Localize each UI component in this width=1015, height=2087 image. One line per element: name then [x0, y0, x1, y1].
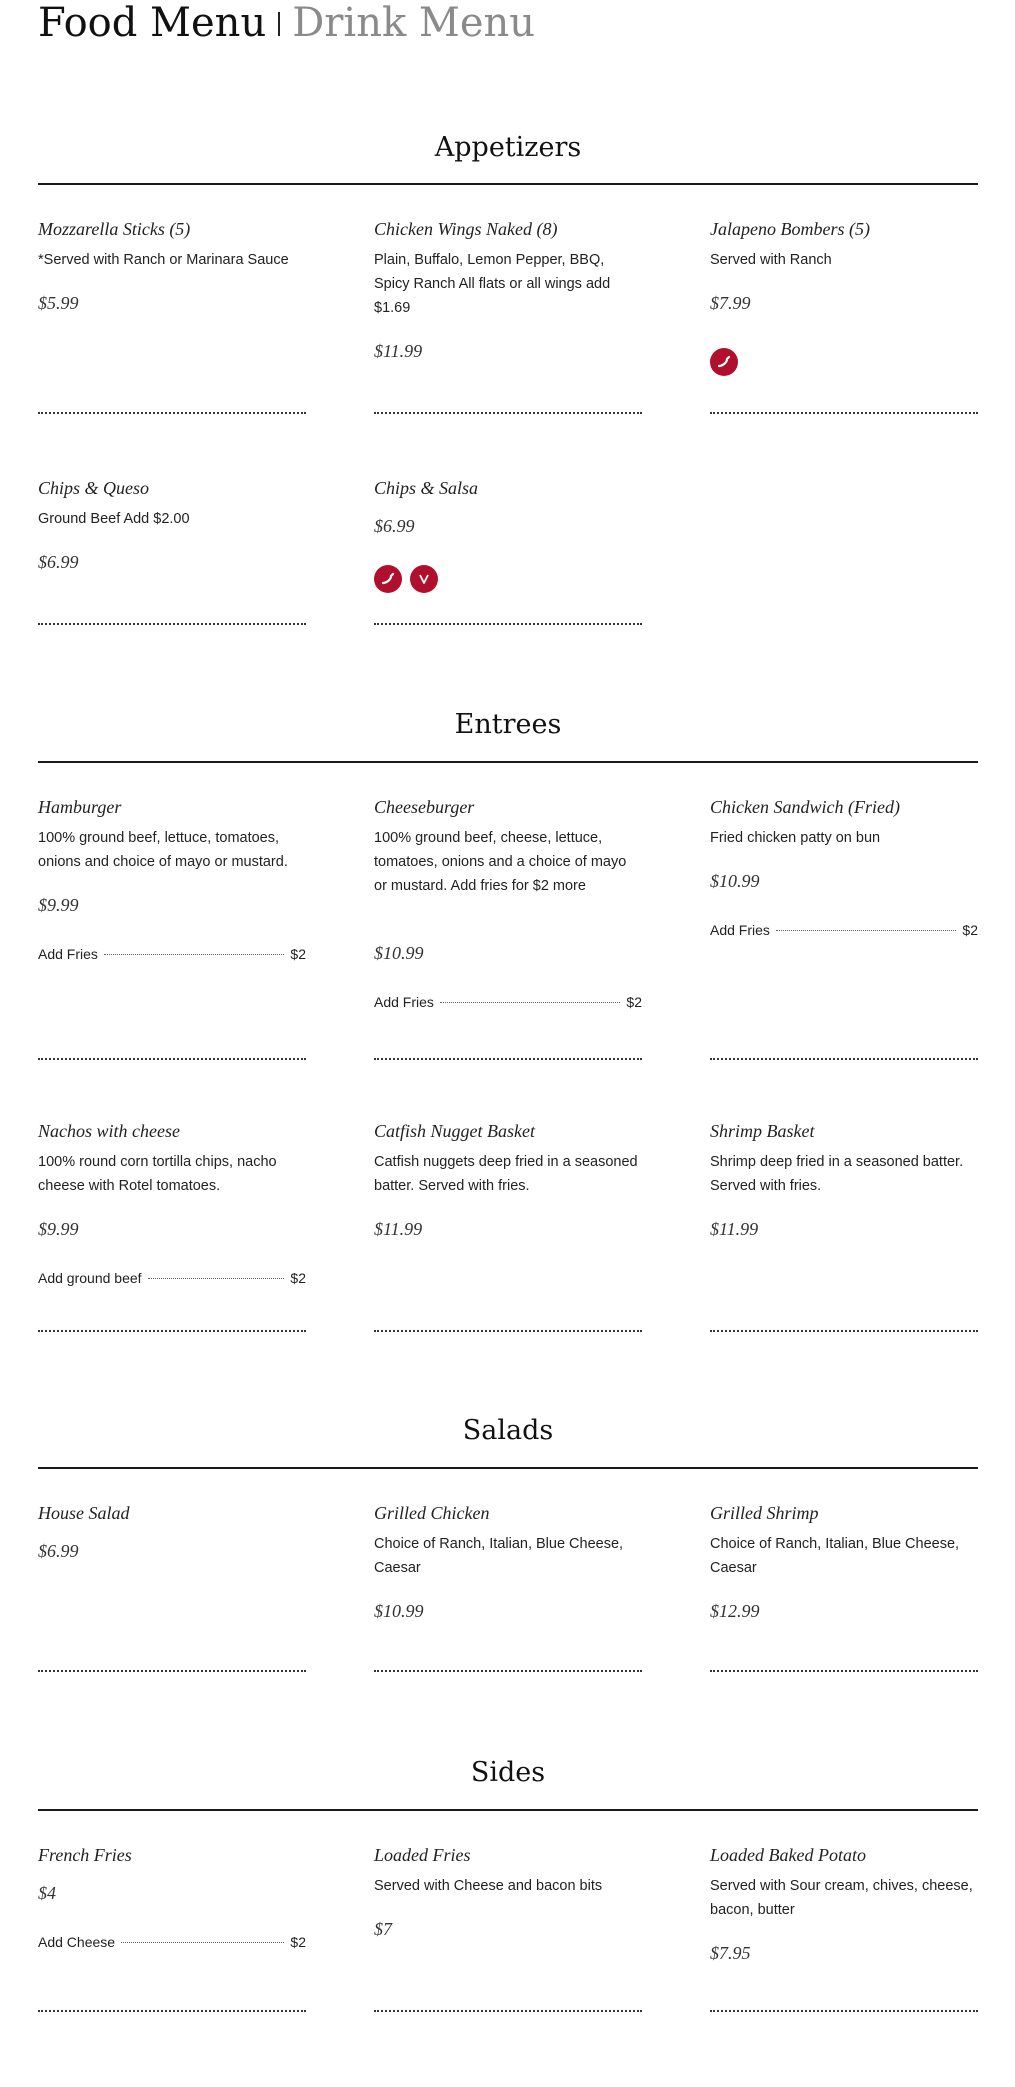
addon-row: [710, 922, 978, 942]
item-price: $6.99: [374, 516, 415, 536]
addon-label: Add Fries: [38, 946, 98, 962]
item-divider: [38, 623, 306, 625]
item-price: $7.95: [710, 1943, 751, 1963]
item-name: Nachos with cheese: [38, 1121, 180, 1141]
item-name: Cheeseburger: [374, 797, 475, 817]
item-description: 100% ground beef, cheese, lettuce, tomatoes, onions and a choice of mayo or mustard. Add fries for $2 more: [374, 830, 627, 894]
item-divider: [710, 1330, 978, 1332]
menu-item: [710, 218, 978, 313]
item-icons: [710, 348, 738, 376]
item-price: $10.99: [374, 1601, 424, 1621]
item-name: Catfish Nugget Basket: [374, 1121, 535, 1141]
item-description: Plain, Buffalo, Lemon Pepper, BBQ, Spicy Ranch All flats or all wings add $1.69: [374, 252, 611, 316]
addon-label: Add ground beef: [38, 1270, 142, 1286]
section-rule: [38, 1809, 978, 1811]
menu-item: [38, 796, 306, 962]
menu-item: [374, 218, 642, 361]
item-name: Jalapeno Bombers (5): [710, 219, 870, 239]
item-divider: [710, 1670, 978, 1672]
tab-drink-menu[interactable]: Drink Menu: [292, 0, 536, 46]
menu-item: [710, 796, 978, 938]
addon-row: [38, 1934, 306, 1954]
addon-leader: [148, 1278, 285, 1279]
item-name: Mozzarella Sticks (5): [38, 219, 191, 239]
menu-item: [710, 1502, 978, 1621]
item-description: Shrimp deep fried in a seasoned batter. Served with fries.: [710, 1154, 964, 1194]
tab-food-menu[interactable]: Food Menu: [38, 0, 267, 46]
menu-tabs: [38, 0, 535, 50]
item-divider: [710, 412, 978, 414]
section-appetizers: [38, 130, 978, 640]
item-price: $6.99: [38, 552, 79, 572]
item-price: $4: [38, 1883, 56, 1903]
addon-leader: [121, 1942, 284, 1943]
addon-price: $2: [962, 922, 978, 938]
item-description: 100% ground beef, lettuce, tomatoes, onions and choice of mayo or mustard.: [38, 830, 288, 870]
item-icons: [374, 565, 438, 593]
item-divider: [710, 2010, 978, 2012]
item-price: $11.99: [710, 1219, 759, 1239]
menu-item: [38, 1120, 306, 1286]
addon-leader: [104, 954, 285, 955]
menu-item: [38, 218, 306, 313]
item-description: Choice of Ranch, Italian, Blue Cheese, Caesar: [710, 1536, 960, 1576]
menu-item: [710, 1844, 978, 1963]
item-price: $5.99: [38, 293, 79, 313]
section-title: Salads: [462, 1415, 554, 1446]
item-description: Served with Ranch: [710, 252, 832, 268]
item-description: Served with Cheese and bacon bits: [374, 1878, 603, 1894]
item-divider: [374, 2010, 642, 2012]
item-divider: [374, 1670, 642, 1672]
item-divider: [38, 1330, 306, 1332]
item-name: Loaded Fries: [374, 1845, 471, 1865]
spicy-icon: [710, 348, 738, 376]
section-title: Sides: [470, 1757, 546, 1788]
section-title: Appetizers: [434, 132, 582, 163]
section-rule: [38, 761, 978, 763]
item-price: $9.99: [38, 895, 79, 915]
item-description: *Served with Ranch or Marinara Sauce: [38, 252, 289, 268]
item-name: Chips & Queso: [38, 478, 150, 498]
item-description: Fried chicken patty on bun: [710, 830, 881, 846]
addon-row: [38, 946, 306, 966]
item-name: Grilled Chicken: [374, 1503, 490, 1523]
item-price: $11.99: [374, 341, 423, 361]
addon-price: $2: [626, 994, 642, 1010]
menu-item: [38, 1502, 306, 1561]
item-divider: [374, 1058, 642, 1060]
menu-item: [374, 1120, 642, 1239]
menu-item: [374, 477, 642, 536]
item-price: $9.99: [38, 1219, 79, 1239]
item-divider: [38, 412, 306, 414]
addon-label: Add Cheese: [38, 1934, 116, 1950]
item-description: Ground Beef Add $2.00: [38, 511, 190, 527]
item-name: French Fries: [38, 1845, 132, 1865]
spicy-icon: [374, 565, 402, 593]
item-price: $10.99: [374, 943, 424, 963]
tab-divider: [278, 12, 280, 36]
item-name: Chicken Wings Naked (8): [374, 219, 558, 239]
item-divider: [38, 1670, 306, 1672]
menu-item: [374, 796, 642, 1010]
menu-item: [374, 1502, 642, 1621]
item-divider: [38, 2010, 306, 2012]
item-divider: [374, 623, 642, 625]
item-price: $11.99: [374, 1219, 423, 1239]
addon-price: $2: [290, 946, 306, 962]
item-name: Shrimp Basket: [710, 1121, 815, 1141]
menu-item: [374, 1844, 642, 1939]
addon-price: $2: [290, 1934, 306, 1950]
menu-item: [38, 1844, 306, 1950]
addon-label: Add Fries: [374, 994, 434, 1010]
item-description: Choice of Ranch, Italian, Blue Cheese, Caesar: [374, 1536, 624, 1576]
item-divider: [38, 1058, 306, 1060]
menu-item: [710, 1120, 978, 1239]
item-price: $7.99: [710, 293, 751, 313]
item-name: Chips & Salsa: [374, 478, 479, 498]
section-entrees: [38, 707, 978, 1327]
item-name: Chicken Sandwich (Fried): [710, 797, 900, 817]
section-sides: [38, 1755, 978, 2055]
menu-item: [38, 477, 306, 572]
item-description: Catfish nuggets deep fried in a seasoned batter. Served with fries.: [374, 1154, 638, 1194]
section-title: Entrees: [454, 709, 562, 740]
addon-row: [38, 1270, 306, 1290]
section-salads: [38, 1413, 978, 1693]
item-description: 100% round corn tortilla chips, nacho cheese with Rotel tomatoes.: [38, 1154, 277, 1194]
addon-leader: [440, 1002, 621, 1003]
item-price: $7: [374, 1919, 392, 1939]
addon-label: Add Fries: [710, 922, 770, 938]
vegetarian-icon: [410, 565, 438, 593]
item-name: Hamburger: [38, 797, 122, 817]
item-divider: [710, 1058, 978, 1060]
item-name: Grilled Shrimp: [710, 1503, 819, 1523]
addon-row: [374, 994, 642, 1014]
section-rule: [38, 1467, 978, 1469]
addon-leader: [776, 930, 957, 931]
addon-price: $2: [290, 1270, 306, 1286]
item-description: Served with Sour cream, chives, cheese, bacon, butter: [710, 1878, 973, 1918]
section-rule: [38, 183, 978, 185]
item-price: $10.99: [710, 871, 760, 891]
item-name: House Salad: [38, 1503, 130, 1523]
item-price: $12.99: [710, 1601, 760, 1621]
item-divider: [374, 1330, 642, 1332]
item-name: Loaded Baked Potato: [710, 1845, 866, 1865]
item-price: $6.99: [38, 1541, 79, 1561]
item-divider: [374, 412, 642, 414]
